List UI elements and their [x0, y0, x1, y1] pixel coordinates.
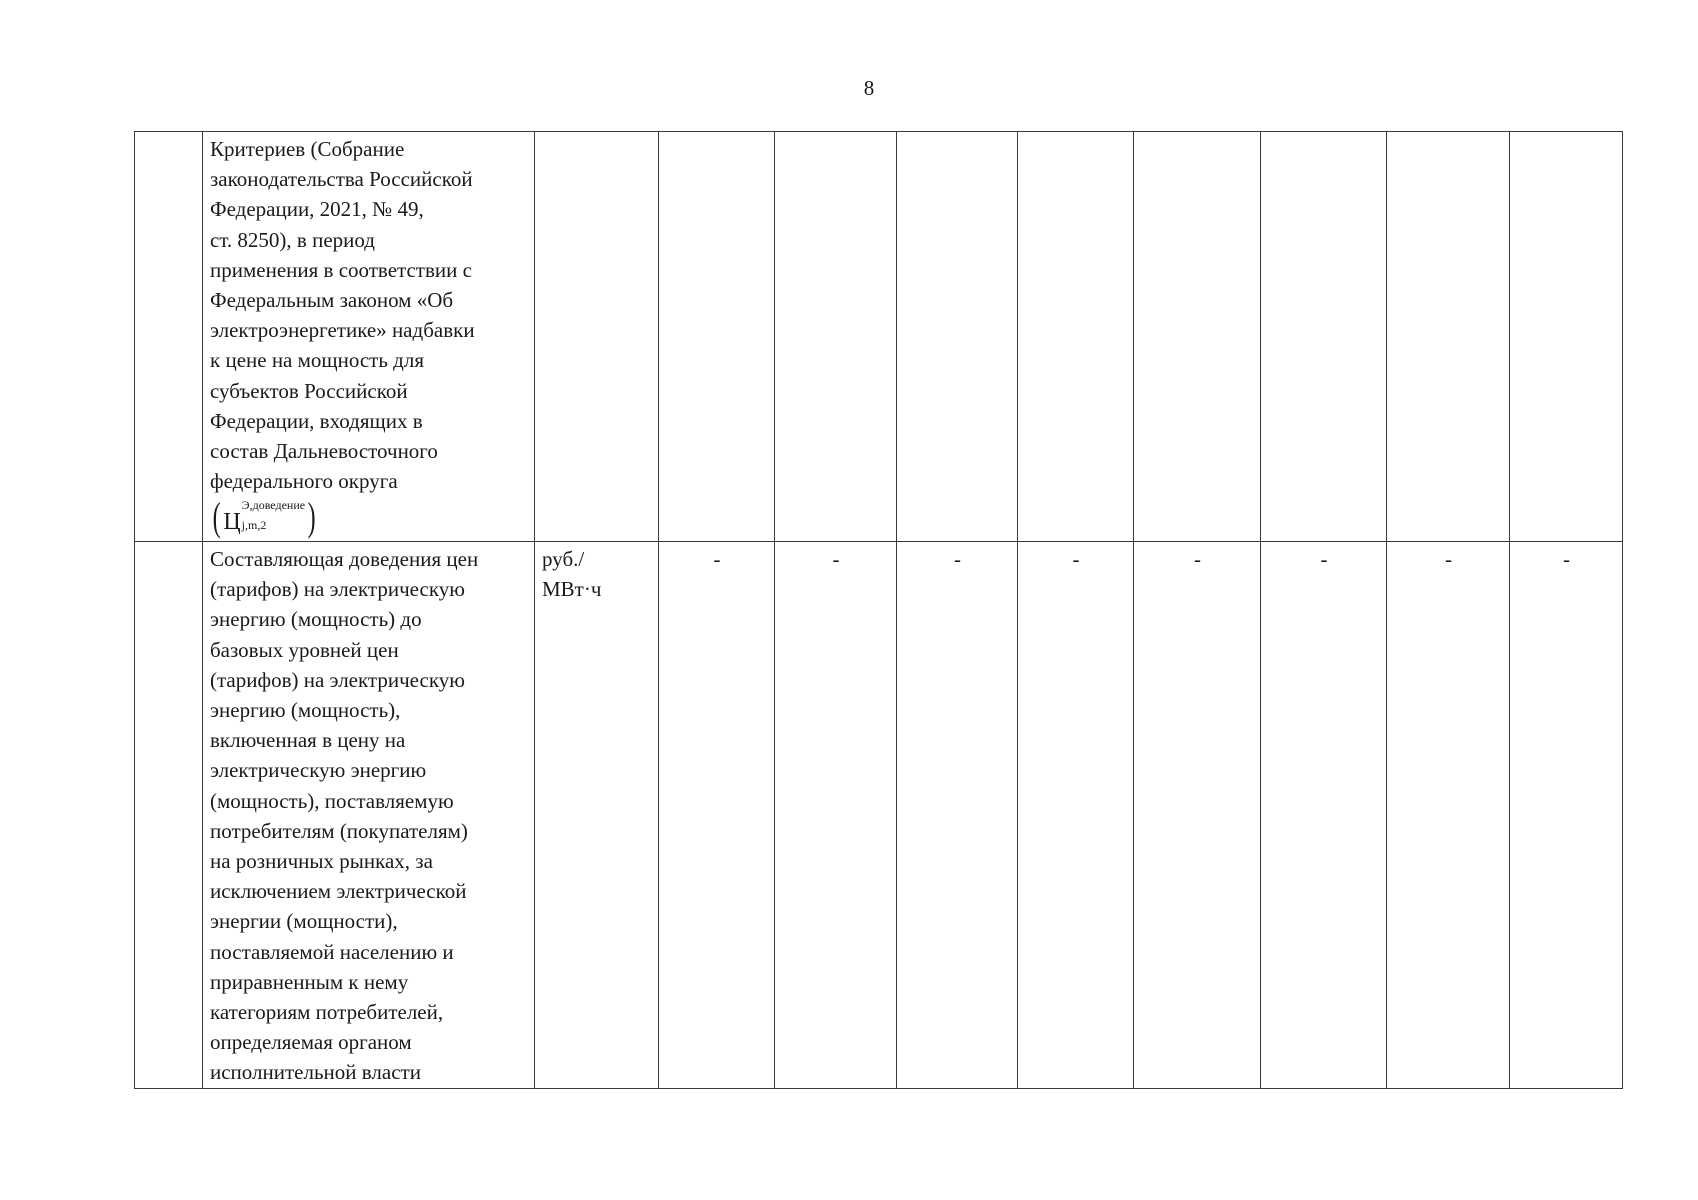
value-cell — [1134, 132, 1261, 542]
row-number-cell — [135, 542, 203, 1089]
value-cell: - — [1510, 542, 1623, 1089]
value-cell: - — [659, 542, 775, 1089]
row-description-text: Критериев (Собрание законодательства Российской Федерации, 2021, № 49, ст. 8250), в период применения в соответствии с Федеральным законом «Об электроэнергетике» надбавки к цене на мощность для субъектов Российской Федерации, входящих в состав Дальневосточного федерального округа — [210, 137, 475, 494]
formula-subscript: j,m,2 — [241, 518, 267, 533]
value-cell — [1387, 132, 1510, 542]
formula-superscript: Э,доведение — [241, 498, 306, 513]
row-description-cell — [203, 132, 535, 542]
value-cell — [897, 132, 1018, 542]
table-row — [135, 542, 1623, 1089]
value-cell: - — [897, 542, 1018, 1089]
row-number-cell — [135, 132, 203, 542]
value-cell — [775, 132, 897, 542]
value-cell — [659, 132, 775, 542]
value-cell: - — [1387, 542, 1510, 1089]
unit-cell: руб./ МВт·ч — [535, 542, 659, 1089]
value-cell — [1510, 132, 1623, 542]
value-cell — [1261, 132, 1387, 542]
tariff-table — [134, 131, 1623, 1089]
formula-right-paren: ) — [307, 494, 316, 540]
value-cell: - — [775, 542, 897, 1089]
page-number: 8 — [863, 76, 875, 100]
unit-cell — [535, 132, 659, 542]
formula-symbol — [210, 494, 318, 540]
formula-left-paren: ( — [212, 494, 221, 540]
table-row — [135, 132, 1623, 542]
value-cell — [1018, 132, 1134, 542]
value-cell: - — [1134, 542, 1261, 1089]
value-cell: - — [1261, 542, 1387, 1089]
row-description-cell: Составляющая доведения цен (тарифов) на электрическую энергию (мощность) до базовых уровней цен (тарифов) на электрическую энергию (мощность), включенная в цену на электрическую энергию (мощность), поставляемую потребителям (покупателям) на розничных рынках, за исключением электрической энергии (мощности), поставляемой населению и приравненным к нему категориям потребителей, определяемая органом исполнительной власти — [203, 542, 535, 1089]
value-cell: - — [1018, 542, 1134, 1089]
formula-base: Ц — [223, 509, 241, 536]
